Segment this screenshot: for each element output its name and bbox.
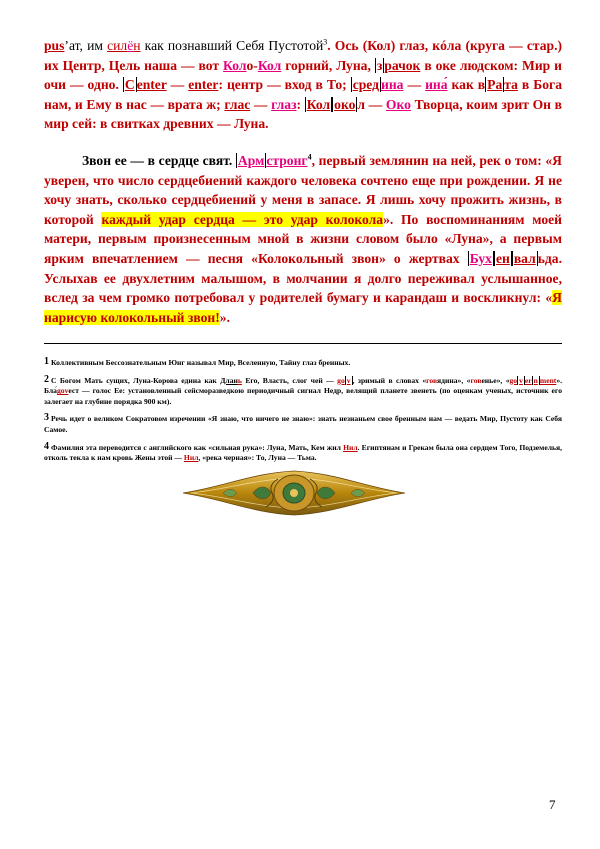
footnote-1 [44, 357, 562, 369]
text-span: та [504, 77, 518, 93]
text-span: pus [44, 38, 65, 53]
footnote-text: go [509, 375, 518, 385]
footnote-3 [44, 413, 562, 435]
text-span: ен [495, 250, 510, 266]
text-span: как в [447, 77, 486, 93]
footnote-number: 4 [44, 440, 49, 452]
text-span: : [296, 96, 305, 112]
footnote-number: 2 [44, 373, 49, 385]
footnote-text: Длан [220, 375, 238, 385]
footnote-text: енье», « [481, 375, 510, 385]
text-span: стронг [266, 152, 308, 168]
text-span: , первый землянин на ней, рек о том: «Я уверен, что число сердцебиений каждого человека сочтено еще при рождении. Я не хочу знать, сколько сердцебиений у меня в запасе. Я лишь хочу прожить жизнь, в которой [44, 152, 563, 227]
text-span: ё [127, 38, 134, 53]
text-span: Кол [306, 96, 331, 112]
paragraph-1 [44, 36, 562, 134]
text-span: Творца, коим зрит Он в мир сей: в свитках древних — Луна. [44, 96, 562, 132]
text-span: Бух [469, 250, 492, 266]
text-span: Кол [223, 57, 247, 73]
text-span: . Услыхав ее двухлетним малышом, в молчании я долго переживал услышанное, вслед за чем громко потребовал у родителей бумагу и карандаш и воскликнул: « [44, 250, 562, 306]
footnote-text: ь [237, 375, 242, 385]
footnote-4 [44, 442, 562, 464]
text-span: Арм [237, 152, 265, 168]
text-span: enter [188, 77, 219, 93]
text-span: глаз [271, 96, 297, 112]
text-span: ьда [537, 250, 559, 266]
footnote-text: гов [426, 375, 438, 385]
text-span: . Ось (Кол) глаз, кóла (круга — стар.) их Центр, Цель наша — вот [44, 38, 562, 73]
footnote-text: Его, Власть, слог чей — [241, 375, 338, 385]
footnote-text: Коллективным Бессознательным Юнг называл Мир, Вселенную, Тайну глаз бренных. [51, 358, 351, 367]
text-span: вал [513, 250, 536, 266]
text-span: глас [224, 96, 251, 112]
footnotes [44, 357, 562, 470]
text-span: ина [381, 77, 404, 93]
footnote-text: ест — голос Ее: установленный сейсморазведкою периодичный сигнал Недр, велящий планете звенеть (по оценкам ученых, источник его залегает на глубине порядка 900 км). [44, 386, 562, 406]
text-span: Звон ее — в сердце свят. [82, 152, 236, 168]
footnote-text: n [533, 375, 538, 385]
footnote-text: ядина», « [437, 375, 471, 385]
text-span: — [166, 77, 189, 93]
footnote-text: ment [539, 375, 557, 385]
text-span: ’ат, им [64, 38, 108, 53]
text-span: горний, Луна, [281, 57, 375, 73]
footnote-text: . Египтянам и Грекам была она сердцем Того, Подземелья, отколь текла к нам кровь Жены этой — [44, 442, 562, 463]
footnote-2 [44, 375, 562, 408]
footnote-text: С Богом Мать сущих, Луна-Корова едина как [51, 375, 221, 385]
main-text [44, 36, 562, 327]
text-span: око [334, 96, 356, 112]
footnote-ref-3[interactable]: 3 [323, 37, 328, 47]
footnote-text: Нил [343, 442, 358, 452]
text-span: Кол [257, 57, 282, 73]
text-span: сил [107, 38, 128, 53]
text-span: enter [136, 77, 167, 93]
text-span: : центр — вход в То; [218, 77, 351, 93]
footnote-text: gov [56, 386, 69, 396]
footnote-separator [44, 343, 562, 344]
text-span: в Бога нам, и Ему в нас — врата ж; [44, 77, 563, 112]
footnote-text: , «река черная»: То, Луна — Тьма. [198, 453, 317, 463]
footnote-text: Нил [183, 453, 199, 463]
footnote-number: 1 [44, 356, 49, 367]
footnote-text: ». Бла́ [44, 375, 563, 396]
paragraph-2 [44, 151, 562, 327]
text-span: ». По воспоминаниям моей матери, первым произнесенным мной в жизни словом было «Луна», а первым ярким впечатлением — песня «Колокольный звон» о жертвах [44, 211, 562, 266]
highlighted-quote: каждый удар сердца — это удар колокола [101, 211, 384, 227]
footnote-text: er [524, 375, 532, 385]
text-span: C [124, 77, 135, 93]
text-span: как познавший Себя Пустотой [140, 38, 324, 53]
footnote-text: go [337, 375, 345, 385]
highlighted-quote: Я нарисую колокольный звон! [44, 290, 562, 325]
text-span: сред [352, 77, 380, 93]
footnote-text: v [346, 375, 351, 385]
text-span: л — [357, 96, 386, 112]
text-span: в оке людском: Мир и очи — одно. [44, 57, 562, 93]
footnote-text: , зримый в словах « [352, 375, 427, 385]
footnote-ref-4[interactable]: 4 [307, 152, 312, 162]
text-span: з [376, 57, 383, 73]
text-span: о- [246, 57, 258, 73]
text-span: — [250, 96, 272, 112]
text-span: ». [219, 309, 230, 325]
footnote-text: Речь идет о великом Сократовом изречении «Я знаю, что ничего не знаю»: знать незнаньем свое бренным нам — ведать Мир, Пустоту как Себя Самое. [44, 414, 562, 434]
decorative-gold-vignette-icon [183, 465, 405, 520]
footnote-text: гов [470, 375, 482, 385]
footnote-text: Фамилия эта переводится с английского как «сильная рука»: Луна, Мать, Кем жил [51, 442, 344, 452]
page-number: 7 [549, 797, 556, 812]
text-span: — [403, 77, 426, 93]
text-span: ина́ [425, 77, 448, 93]
text-span: н [133, 38, 141, 53]
footnote-number: 3 [44, 412, 49, 424]
footnote-text: v [519, 375, 523, 385]
text-span: Око [385, 96, 411, 112]
text-span: Ра [487, 77, 503, 93]
text-span: рачок [384, 57, 421, 73]
